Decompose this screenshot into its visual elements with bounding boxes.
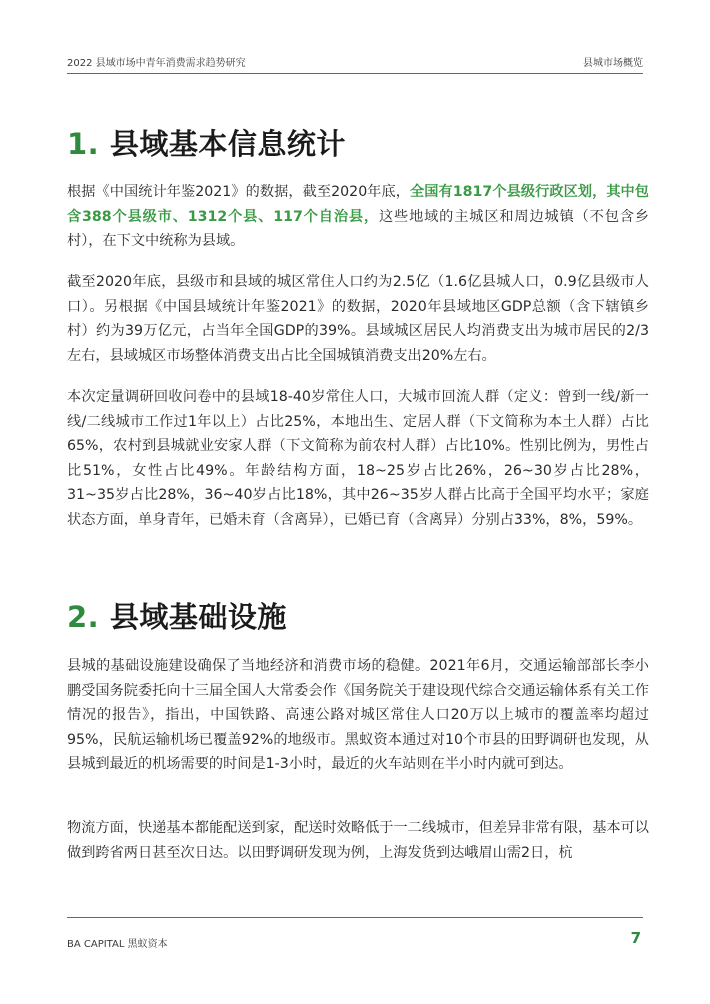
section-1-paragraph-3: 本次定量调研回收问卷中的县域18-40岁常住人口，大城市回流人群（定义：曾到一线/新一线/二线城市工作过1年以上）占比25%，本地出生、定居人群（下文简称为本土人群）占比65%，农村到县城就业安家人群（下文简称为前农村人群）占比10%。性别比例为，男性占比51%，女性占比49%。年龄结构方面，18~25岁占比26%，26~30岁占比28%，31~35岁占比28%，36~40岁占比18%，其中26~35岁人群占比高于全国平均水平；家庭状态方面，单身青年，已婚未育（含离异），已婚已育（含离异）分别占33%，8%，59%。	[67, 389, 649, 528]
section-2-heading	[67, 595, 287, 636]
highlighted-text: 全国有1817个县级行政区划，其中包含388个县级市、1312个县、117个自治县，	[67, 184, 649, 225]
section-2-title: 县域基础设施	[109, 600, 287, 634]
header-divider	[67, 73, 643, 74]
page-header	[67, 52, 643, 70]
section-1-paragraph-1	[67, 180, 649, 254]
section-2-paragraph-2: 物流方面，快递基本都能配送到家，配送时效略低于一二线城市，但差异非常有限，基本可以做到跨省两日甚至次日达。以田野调研发现为例，上海发货到达峨眉山需2日，杭	[67, 820, 649, 861]
section-2-paragraph-1: 县城的基础设施建设确保了当地经济和消费市场的稳健。2021年6月，交通运输部部长李小鹏受国务院委托向十三届全国人大常委会作《国务院关于建设现代综合交通运输体系有关工作情况的报告》，指出，中国铁路、高速公路对城区常住人口20万以上城市的覆盖率均超过95%，民航运输机场已覆盖92%的地级市。黑蚁资本通过对10个市县的田野调研也发现，从县城到最近的机场需要的时间是1-3小时，最近的火车站则在半小时内就可到达。	[67, 658, 649, 773]
page-number: 7	[630, 929, 641, 947]
footer-divider	[67, 917, 643, 918]
section-1-paragraph-2: 截至2020年底，县级市和县域的城区常住人口约为2.5亿（1.6亿县城人口，0.9亿县级市人口）。另根据《中国县域统计年鉴2021》的数据，2020年县域地区GDP总额（含下辖镇乡村）约为39万亿元，占当年全国GDP的39%。县域城区居民人均消费支出为城市居民的2/3左右，县域城区市场整体消费支出占比全国城镇消费支出20%左右。	[67, 274, 649, 364]
section-1-title: 县域基本信息统计	[109, 127, 346, 161]
section-1-number: 1.	[67, 127, 100, 161]
section-1-heading	[67, 122, 346, 163]
paragraph-text: 根据《中国统计年鉴2021》的数据，截至2020年底，	[67, 184, 411, 200]
chapter-label: 县城市场概览	[583, 58, 643, 69]
paragraph-text: 这些地域的主城区和周边城镇（不包含乡村），在下文中统称为县域。	[67, 208, 649, 250]
report-title: 2022 县域市场中青年消费需求趋势研究	[67, 58, 246, 69]
footer-brand: BA CAPITAL 黑蚁资本	[67, 939, 168, 950]
section-2-number: 2.	[67, 600, 100, 634]
